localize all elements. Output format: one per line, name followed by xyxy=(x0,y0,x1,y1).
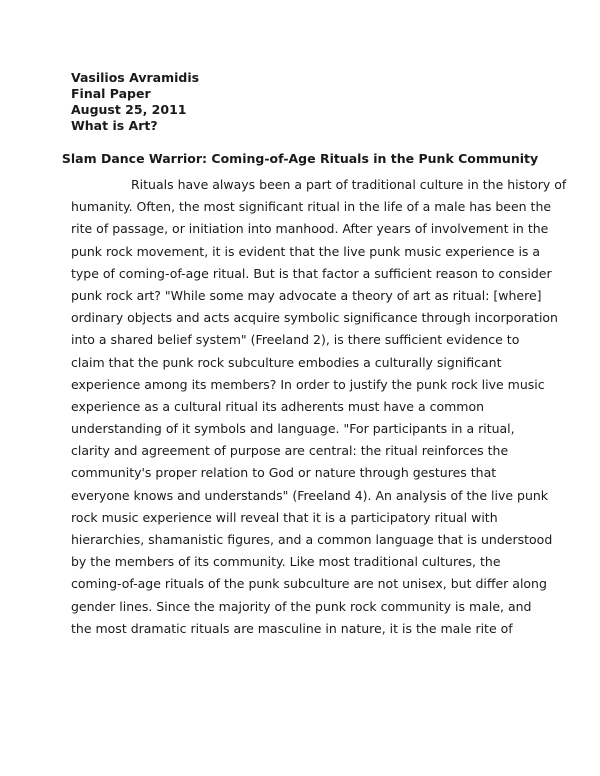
body-line: rock music experience will reveal that it is a participatory ritual with xyxy=(71,509,498,525)
body-line: gender lines. Since the majority of the punk rock community is male, and xyxy=(71,598,532,614)
body-line: experience among its members? In order to justify the punk rock live music xyxy=(71,376,545,392)
document-date: August 25, 2011 xyxy=(71,102,187,117)
body-line: community's proper relation to God or nature through gestures that xyxy=(71,465,497,481)
document-type: Final Paper xyxy=(71,86,151,101)
course-name: What is Art? xyxy=(71,118,158,133)
body-paragraph xyxy=(71,174,567,640)
body-line: claim that the punk rock subculture embodies a culturally significant xyxy=(71,354,502,370)
body-line: Rituals have always been a part of traditional culture in the history of xyxy=(131,177,567,192)
body-line: punk rock art? "While some may advocate a theory of art as ritual: [where] xyxy=(71,287,542,303)
body-line: into a shared belief system" (Freeland 2), is there sufficient evidence to xyxy=(71,332,520,348)
body-line: rite of passage, or initiation into manhood. After years of involvement in the xyxy=(71,221,549,237)
body-line: punk rock movement, it is evident that the live punk music experience is a xyxy=(71,243,541,259)
paper-title: Slam Dance Warrior: Coming-of-Age Rituals in the Punk Community xyxy=(61,151,539,166)
body-line: the most dramatic rituals are masculine in nature, it is the male rite of xyxy=(71,620,513,636)
body-line: experience as a cultural ritual its adherents must have a common xyxy=(71,398,485,414)
document-header xyxy=(71,70,199,134)
body-line: coming-of-age rituals of the punk subculture are not unisex, but differ along xyxy=(71,576,547,592)
body-line: type of coming-of-age ritual. But is that factor a sufficient reason to consider xyxy=(71,265,552,281)
body-line: ordinary objects and acts acquire symbolic significance through incorporation xyxy=(71,310,558,326)
body-line: clarity and agreement of purpose are central: the ritual reinforces the xyxy=(71,443,509,459)
author-name: Vasilios Avramidis xyxy=(71,70,200,85)
body-line: humanity. Often, the most significant ritual in the life of a male has been the xyxy=(71,199,552,215)
body-line: hierarchies, shamanistic figures, and a common language that is understood xyxy=(71,532,553,547)
body-line: understanding of it symbols and language. "For participants in a ritual, xyxy=(71,421,515,437)
body-line: by the members of its community. Like most traditional cultures, the xyxy=(71,554,501,570)
body-line: everyone knows and understands" (Freeland 4). An analysis of the live punk xyxy=(71,487,549,503)
